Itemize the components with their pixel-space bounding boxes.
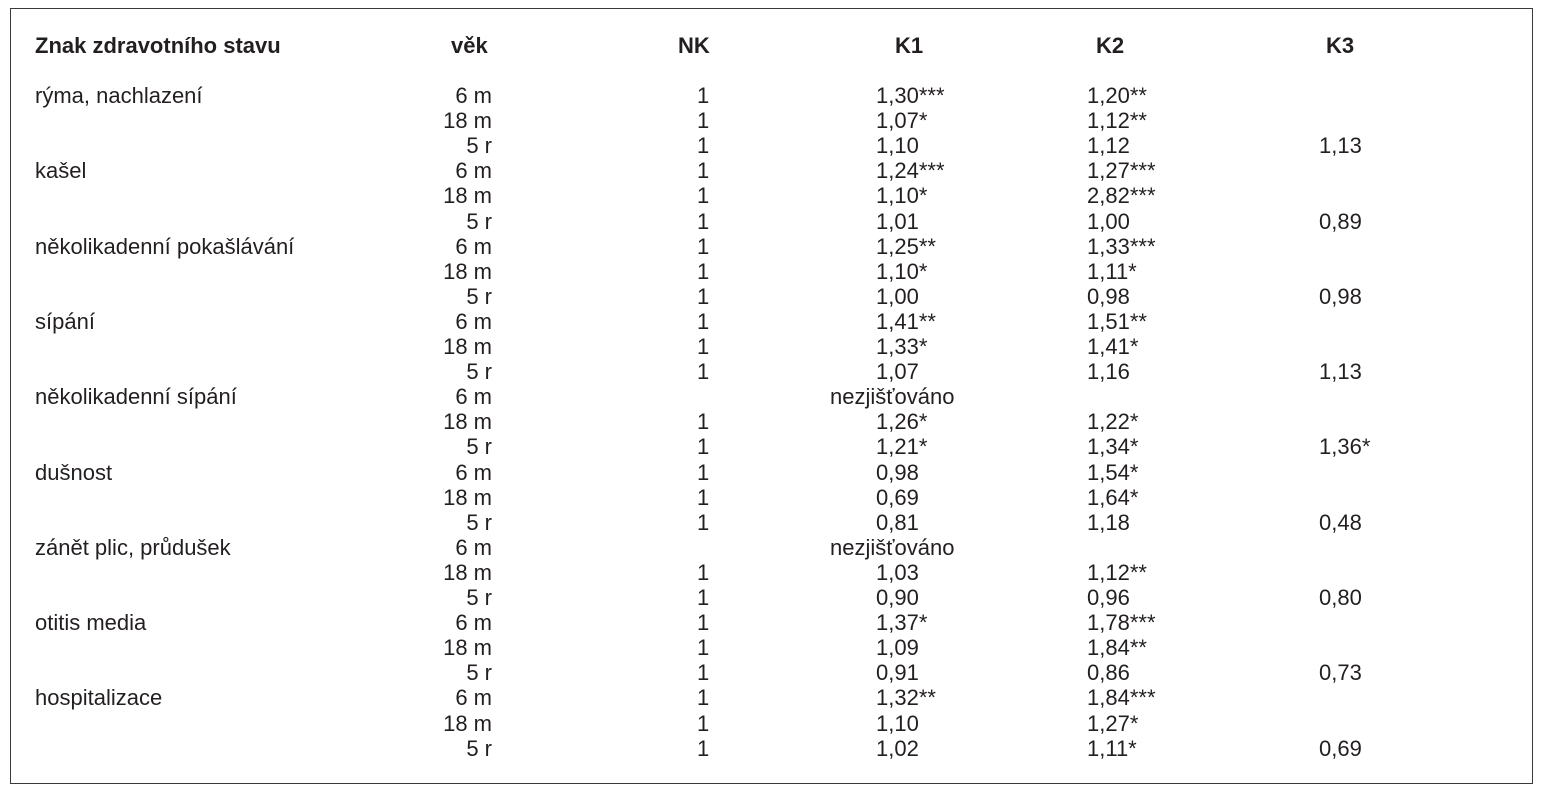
row-k2: 1,16	[1087, 359, 1130, 384]
row-k2: 1,33***	[1087, 234, 1156, 259]
header-age: věk	[451, 33, 488, 58]
row-k1: 1,26*	[876, 409, 928, 434]
header-k2: K2	[1096, 33, 1125, 58]
header-trait: Znak zdravotního stavu	[35, 33, 281, 58]
row-k1: 1,21*	[876, 434, 928, 459]
row-k2: 1,54*	[1087, 460, 1139, 485]
row-age: 5 r	[466, 736, 492, 761]
row-k1: 1,25**	[876, 234, 936, 259]
row-k2: 1,41*	[1087, 334, 1139, 359]
row-age: 5 r	[466, 434, 492, 459]
row-trait-label: otitis media	[35, 610, 147, 635]
row-trait-label: dušnost	[35, 460, 113, 485]
row-k1: 0,69	[876, 485, 919, 510]
row-age: 6 m	[455, 83, 492, 108]
row-trait-label: zánět plic, průdušek	[35, 535, 231, 560]
row-age: 5 r	[466, 585, 492, 610]
row-k2: 1,64*	[1087, 485, 1139, 510]
row-k1: 1,33*	[876, 334, 928, 359]
row-k2: 1,34*	[1087, 434, 1139, 459]
row-k1: 1,07*	[876, 108, 928, 133]
row-k3: 0,73	[1319, 660, 1362, 685]
row-k1: 1,09	[876, 635, 919, 660]
row-age: 5 r	[466, 359, 492, 384]
not-measured-note: nezjišťováno	[830, 384, 955, 409]
row-age: 18 m	[443, 635, 492, 660]
row-k3: 0,89	[1319, 209, 1362, 234]
row-age: 18 m	[443, 711, 492, 736]
header-k3: K3	[1326, 33, 1355, 58]
row-k2: 0,98	[1087, 284, 1130, 309]
row-k1: 1,41**	[876, 309, 936, 334]
row-k3: 0,80	[1319, 585, 1362, 610]
row-k1: 1,02	[876, 736, 919, 761]
row-k1: 1,03	[876, 560, 919, 585]
row-k3: 0,98	[1319, 284, 1362, 309]
row-k1: 1,10*	[876, 183, 928, 208]
row-age: 5 r	[466, 510, 492, 535]
row-age: 18 m	[443, 183, 492, 208]
row-k2: 1,27***	[1087, 158, 1156, 183]
row-k3: 0,69	[1319, 736, 1362, 761]
row-k2: 1,78***	[1087, 610, 1156, 635]
row-age: 18 m	[443, 259, 492, 284]
row-k3: 1,13	[1319, 133, 1362, 158]
row-age: 18 m	[443, 485, 492, 510]
row-k1: 1,10	[876, 133, 919, 158]
row-k2: 1,12**	[1087, 108, 1147, 133]
row-age: 6 m	[455, 610, 492, 635]
not-measured-note: nezjišťováno	[830, 535, 955, 560]
row-k1: 1,10*	[876, 259, 928, 284]
row-age: 6 m	[455, 460, 492, 485]
row-age: 6 m	[455, 384, 492, 409]
row-k1: 0,81	[876, 510, 919, 535]
row-age: 5 r	[466, 284, 492, 309]
row-age: 18 m	[443, 409, 492, 434]
row-trait-label: rýma, nachlazení	[35, 83, 203, 108]
row-k3: 1,13	[1319, 359, 1362, 384]
row-trait-label: sípání	[35, 309, 95, 334]
row-k2: 1,12**	[1087, 560, 1147, 585]
row-age: 6 m	[455, 158, 492, 183]
row-k1: 1,00	[876, 284, 919, 309]
row-trait-label: několikadenní sípání	[35, 384, 237, 409]
row-k2: 0,96	[1087, 585, 1130, 610]
row-k3: 0,48	[1319, 510, 1362, 535]
row-trait-label: několikadenní pokašlávání	[35, 234, 295, 259]
row-trait-label: hospitalizace	[35, 685, 163, 710]
row-k1: 1,30***	[876, 83, 945, 108]
row-k2: 1,51**	[1087, 309, 1147, 334]
row-k2: 1,84***	[1087, 685, 1156, 710]
row-k1: 1,37*	[876, 610, 928, 635]
row-trait-label: kašel	[35, 158, 87, 183]
row-k3: 1,36*	[1319, 434, 1371, 459]
row-k1: 0,98	[876, 460, 919, 485]
row-k1: 0,90	[876, 585, 919, 610]
row-k2: 1,11*	[1087, 736, 1137, 761]
row-k2: 2,82***	[1087, 183, 1156, 208]
row-k2: 0,86	[1087, 660, 1130, 685]
row-k2: 1,22*	[1087, 409, 1139, 434]
row-k1: 1,32**	[876, 685, 936, 710]
row-k2: 1,84**	[1087, 635, 1147, 660]
row-k1: 0,91	[876, 660, 919, 685]
row-k1: 1,01	[876, 209, 919, 234]
row-k2: 1,11*	[1087, 259, 1137, 284]
header-k1: K1	[895, 33, 924, 58]
row-age: 5 r	[466, 209, 492, 234]
row-k2: 1,00	[1087, 209, 1130, 234]
row-age: 18 m	[443, 334, 492, 359]
row-age: 5 r	[466, 133, 492, 158]
row-age: 18 m	[443, 560, 492, 585]
row-age: 5 r	[466, 660, 492, 685]
row-age: 6 m	[455, 234, 492, 259]
header-nk: NK	[678, 33, 710, 58]
row-k2: 1,18	[1087, 510, 1130, 535]
row-k2: 1,27*	[1087, 711, 1139, 736]
row-age: 6 m	[455, 685, 492, 710]
row-k2: 1,20**	[1087, 83, 1147, 108]
table-frame	[10, 8, 1533, 784]
row-k2: 1,12	[1087, 133, 1130, 158]
row-k1: 1,24***	[876, 158, 945, 183]
row-age: 18 m	[443, 108, 492, 133]
row-age: 6 m	[455, 535, 492, 560]
row-age: 6 m	[455, 309, 492, 334]
row-k1: 1,07	[876, 359, 919, 384]
row-k1: 1,10	[876, 711, 919, 736]
